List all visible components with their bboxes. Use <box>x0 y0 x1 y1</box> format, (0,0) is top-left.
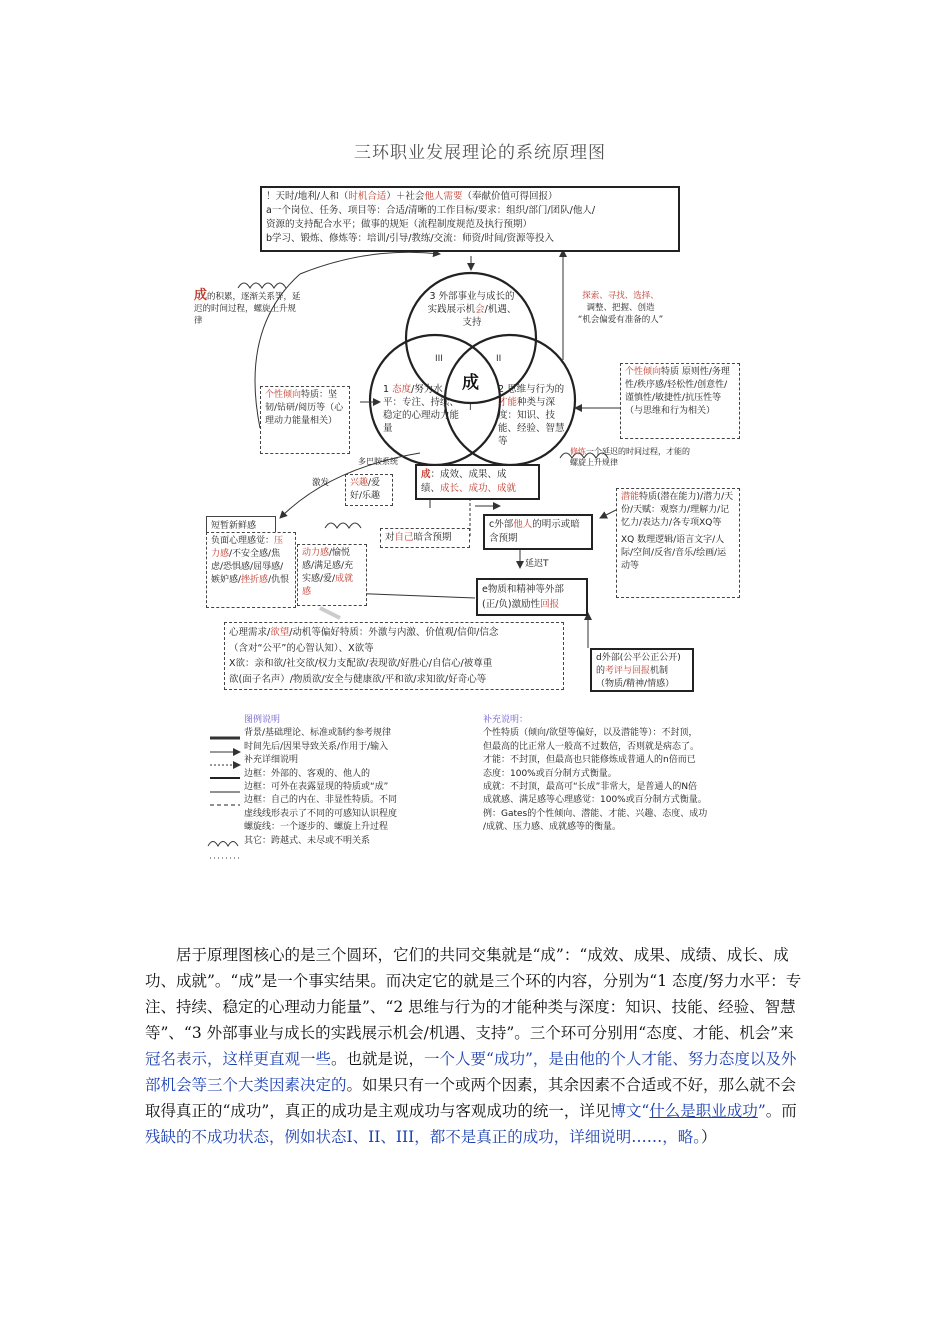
novelty-box: 短暂新鲜感 <box>206 516 276 534</box>
repair-note: 修炼一个延迟的时间过程，才能的螺旋上升规律 <box>570 447 690 467</box>
state-ii-label: II <box>496 354 502 364</box>
state-i-label: I <box>469 403 472 413</box>
supplement-line: 但最高的比正常人一般高不过数倍，否则就是病态了。 <box>483 741 700 752</box>
dopamine-label: 多巴胺系统 <box>358 457 398 466</box>
circle-talent-label: 2 思维与行为的才能种类与深度：知识、技能、经验、智慧等 <box>498 384 565 447</box>
interest-box: 兴趣/爱好/乐趣 <box>345 474 393 506</box>
article-link[interactable]: 什么是职业成功 <box>649 1102 758 1120</box>
supplement-line: 态度：100%或百分制方式衡量。 <box>483 768 617 779</box>
circle-attitude-label: 1 态度/努力水平：专注、持续、稳定的心理动力能量 <box>383 384 460 434</box>
supplement-title: 补充说明： <box>483 715 529 725</box>
legend-item: 背景/基础理论、标准或制约参考规律 <box>244 728 392 739</box>
supplement-line: 成就感、满足感等心理感觉：100%或百分制方式衡量。 <box>483 795 707 806</box>
supplement-line: 才能：不封顶，但最高也只能修炼成普通人的n倍而已 <box>483 755 696 766</box>
circle-opportunity-label: 3 外部事业与成长的实践展示机会/机遇、支持 <box>427 291 517 328</box>
legend-item: 虚线线形表示了不同的可感知认识程度 <box>244 808 398 819</box>
legend-item: 边框：外部的、客观的、他人的 <box>244 768 371 779</box>
legend-item: 时间先后/因果导致关系/作用于/输入 <box>244 741 389 752</box>
right-personality-box: 个性倾向特质 原则性/务理性/秩序感/轻松性/创意性/谨慎性/敏捷性/抗压性等（与思维和行为相关） <box>620 363 740 439</box>
self-expectation-box: 对自己暗含预期 <box>380 528 470 548</box>
diagram-title: 三环职业发展理论的系统原理图 <box>354 143 606 163</box>
state-iii-label: III <box>435 354 443 364</box>
evaluation-mechanism-box: d外部(公平公正公开) 的考评与回报机制 （物质/精神/情感） <box>590 648 694 692</box>
negative-feelings-box: 负面心理感觉：压力感/不安全感/焦虑/恐惧感/屈辱感/嫉妒感/挫折感/仇恨 <box>206 532 296 608</box>
supplement-line: /成就、压力感、成就感等的衡量。 <box>483 822 622 833</box>
background-box: ！天时/地利/人和（时机合适）＋社会他人需要（奉献价值可得回报） a一个岗位、任务、项目等：合适/清晰的工作目标/要求：组织/部门/团队/他人/ 资源的支持配合水平；做事的规矩（流程制度规范及执行预期） b学习、锻炼、修炼等：培训/引导/教练/交流：师资/时间/资源等投入 <box>260 186 680 252</box>
legend-item: 边框：可外在表露显现的特质或“成” <box>244 782 389 793</box>
external-return-box: e物质和精神等外部 (正/负)激励性回报 <box>476 578 588 616</box>
legend-title: 图例说明 <box>244 715 281 725</box>
left-personality-box: 个性倾向特质：坚韧/钻研/阅历等（心理动力能量相关） <box>260 386 350 454</box>
supplement-line: 例：Gates的个性倾向、潜能、才能、兴趣、态度、成功 <box>483 808 708 819</box>
explanation-paragraph: 居于原理图核心的是三个圆环，它们的共同交集就是“成”：“成效、成果、成绩、成长、成功、成就”。“成”是一个事实结果。而决定它的就是三个环的内容，分别为“1 态度/努力水平：专注、持续、稳定的心理动力能量”、“2 思维与行为的才能种类与深度：知识、技能、经验、智慧等”、“3 外部事业与成长的实践展示机会/机遇、支持”。三个环可分别用“态度、才能、机会”来冠名表示，这样更直观一些。也就是说，一个人要“成功”，是由他的个人才能、努力态度以及外部机会等三个大类因素决定的。如果只有一个或两个因素，其余因素不合适或不好，那么就不会取得真正的“成功”，真正的成功是主观成功与客观成功的统一，详见博文“什么是职业成功”。而残缺的不成功状态，例如状态I、II、III，都不是真正的成功，详细说明……，略。） <box>145 946 802 1146</box>
legend-item: 其它：跨越式、未尽或不明关系 <box>244 835 371 846</box>
others-expectation-box: c外部他人的明示或暗含预期 <box>483 514 593 550</box>
legend-item: 边框：自己的内在、非显性特质。不同 <box>244 795 398 806</box>
supplement-notes <box>483 714 773 835</box>
legend-item: 补充详细说明 <box>244 755 299 766</box>
supplement-line: 个性特质（倾向/欲望等偏好，以及潜能等）：不封顶， <box>483 728 698 739</box>
system-diagram <box>180 128 780 868</box>
opportunity-note: 探索、寻找、选择、 调整、把握、创造 “机会偏爱有准备的人” <box>577 291 664 325</box>
legend <box>244 714 464 848</box>
legend-item: 螺旋线：一个逐步的、螺旋上升过程 <box>244 822 389 833</box>
center-success-label: 成 <box>462 373 479 393</box>
result-box: 成：成效、成果、成 绩、成长、成功、成就 <box>415 464 540 500</box>
supplement-line: 成就：不封顶，最高可“长成”非常大，是普通人的N倍 <box>483 782 698 793</box>
needs-box: 心理需求/欲望/动机等偏好特质：外激与内激、价值观/信仰/信念 （含对“公平”的心智认知）、X欲等 X欲：亲和欲/社交欲/权力支配欲/表现欲/好胜心/自信心/被尊重 欲(面子名声）/物质欲/安全与健康欲/平和欲/求知欲/好奇心等 <box>224 622 564 690</box>
stimulate-label: 激发 <box>312 478 330 488</box>
accumulation-note: 成的积累，逐渐关系等，延迟的时间过程，螺旋上升规律 <box>194 288 301 326</box>
potential-box: 潜能特质(潜在能力)/潜力/天份/天赋：观察力/理解力/记忆力/表达力/各专项XQ等 XQ 数理逻辑/语言文字/人际/空间/反省/音乐/绘画/运动等 <box>616 488 740 598</box>
delay-label: 延迟T <box>525 559 549 569</box>
positive-feelings-box: 动力感/愉悦感/满足感/充实感/爱/成就感 <box>297 544 367 606</box>
